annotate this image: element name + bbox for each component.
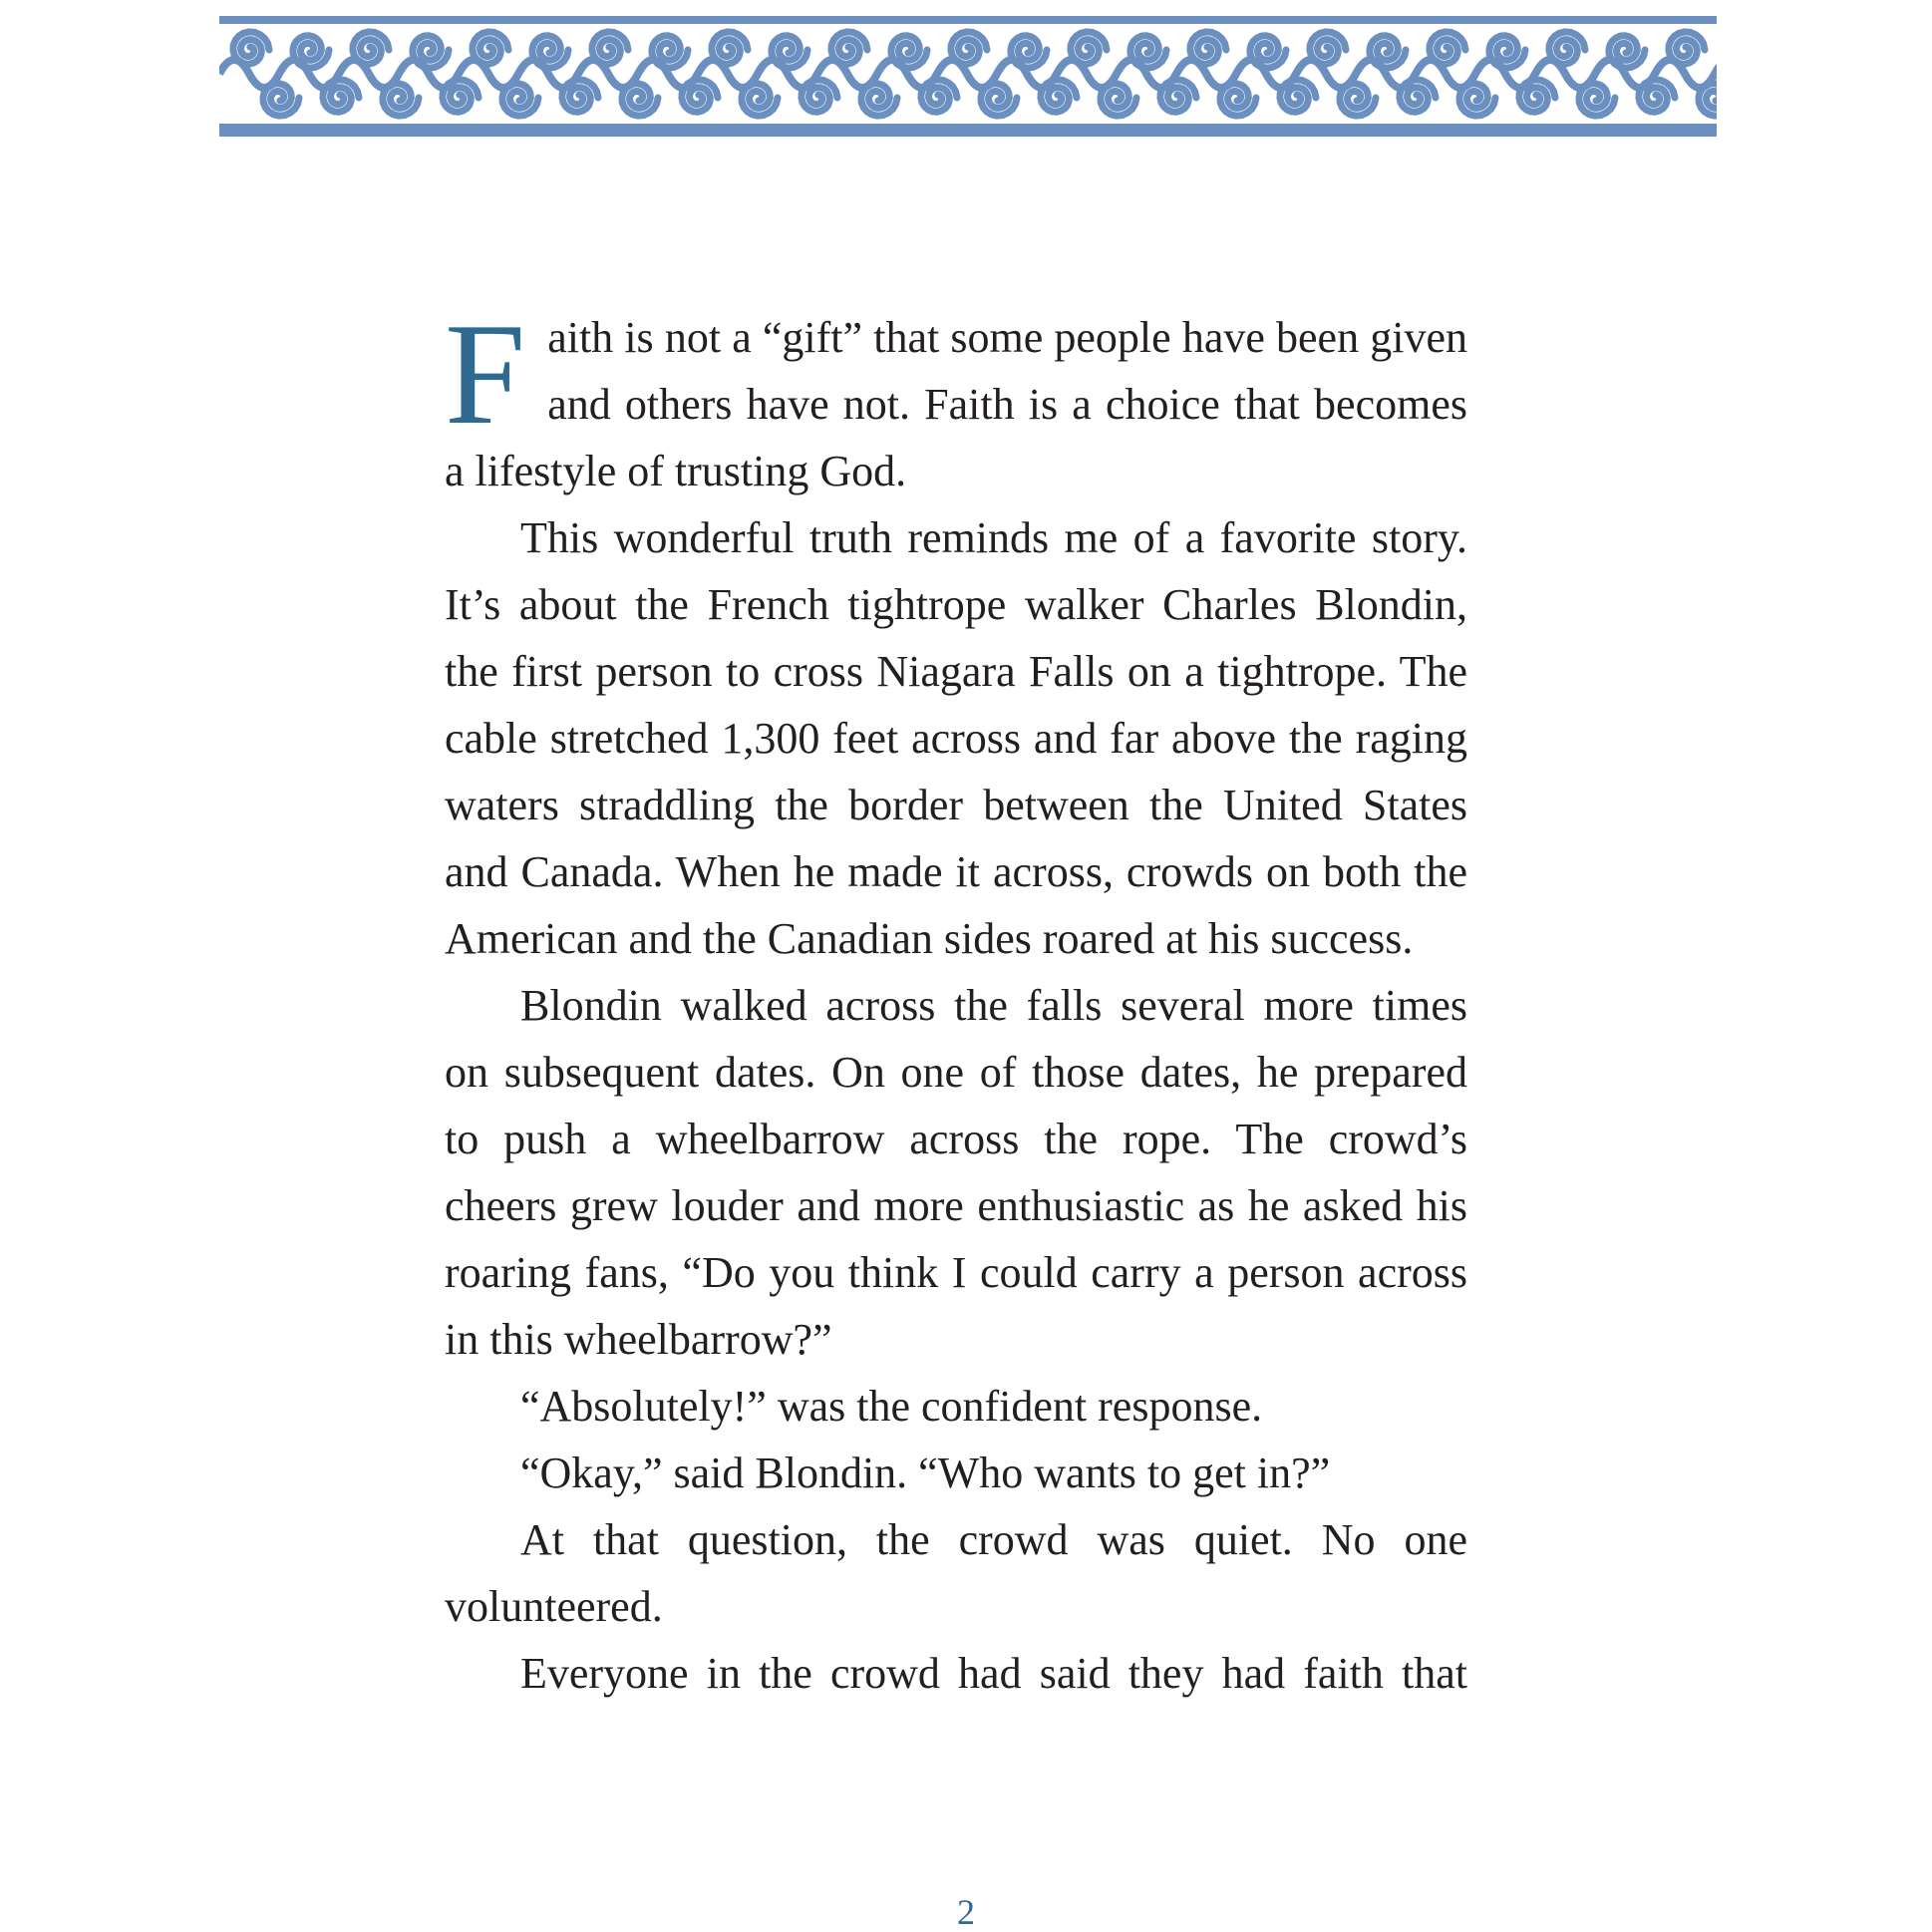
paragraph-4: “Absolutely!” was the confident response. — [520, 1382, 1263, 1431]
paragraph-1 — [445, 293, 1467, 504]
swirl — [1699, 84, 1717, 116]
page-body-text — [445, 293, 1467, 1707]
paragraph-5: “Okay,” said Blondin. “Who wants to get in?” — [520, 1449, 1331, 1497]
swirl-border-ornament — [219, 16, 1717, 137]
paragraph-7: Everyone in the crowd had said they had faith that — [520, 1649, 1467, 1698]
paragraph-2: This wonderful truth reminds me of a favorite story. It’s about the French tightrope walker Charles Blondin, the first person to cross Niagara Falls on a tightrope. The cable stretched 1,300 feet across and far above the raging waters straddling the border between the United States and Canada. When he made it across, crowds on both the American and the Canadian sides roared at his success. — [445, 513, 1467, 963]
swirl-border-icon — [219, 16, 1717, 137]
paragraph-1-text: aith is not a “gift” that some people have been given and others have not. Faith is a choice that becomes a lifestyle of trusting God. — [445, 313, 1467, 495]
drop-cap: F — [445, 293, 526, 455]
page-number: 2 — [957, 1892, 975, 1932]
paragraph-6: At that question, the crowd was quiet. No one volunteered. — [445, 1515, 1467, 1631]
paragraph-3: Blondin walked across the falls several more times on subsequent dates. On one of those dates, he prepared to push a wheelbarrow across the rope. The crowd’s cheers grew louder and more enthusiastic as he asked his roaring fans, “Do you think I could carry a person across in this wheelbarrow?” — [445, 981, 1467, 1364]
